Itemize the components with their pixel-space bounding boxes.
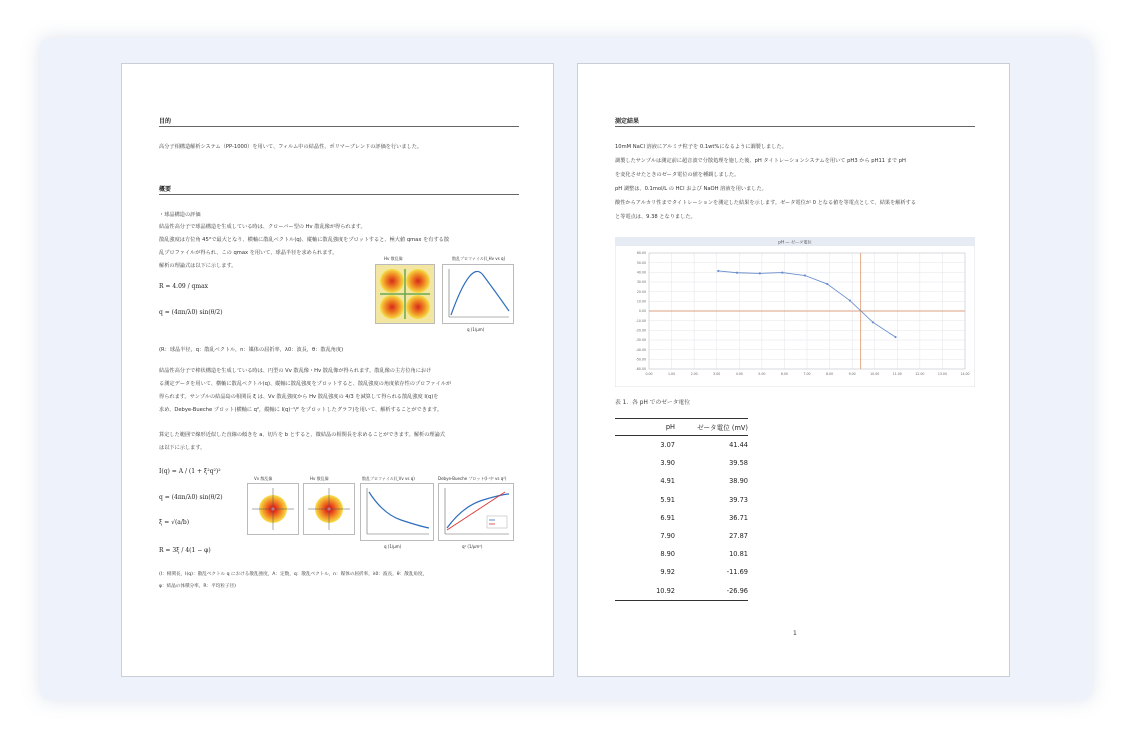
hv-scattering-image bbox=[375, 264, 435, 324]
y-tick-label: -50.00 bbox=[635, 357, 646, 362]
cell-ph: 8.90 bbox=[660, 550, 675, 559]
data-point bbox=[736, 272, 738, 274]
chart-frame bbox=[615, 237, 975, 387]
figure-title: Hv 散乱像 bbox=[384, 256, 403, 261]
data-point bbox=[781, 271, 783, 273]
section-rule bbox=[159, 194, 519, 195]
data-point bbox=[826, 283, 828, 285]
x-tick-label: 5.00 bbox=[758, 372, 766, 376]
cell-ph: 4.91 bbox=[660, 477, 675, 486]
figure-title: 散乱プロファイル(I_Vv vs q) bbox=[362, 476, 415, 481]
cell-ph: 9.92 bbox=[660, 568, 675, 577]
debye-bueche-figure bbox=[438, 483, 514, 541]
body-line: 結晶性高分子で棒状構造を生成している時は、円型の Vv 散乱像・Hv 散乱像が得られます。散乱像の主方位角におけ bbox=[159, 368, 432, 374]
data-point bbox=[804, 274, 806, 276]
figure-title: Vv 散乱像 bbox=[254, 476, 273, 481]
body-line: 結晶性高分子で球晶構造を生成している時は、クローバー型の Hv 散乱像が得られます。 bbox=[159, 224, 366, 230]
table-row bbox=[615, 509, 748, 527]
table-row bbox=[615, 545, 748, 563]
table-row bbox=[615, 436, 748, 455]
x-tick-label: 2.00 bbox=[690, 372, 698, 376]
y-tick-label: 50.00 bbox=[636, 260, 646, 265]
table-row bbox=[615, 472, 748, 490]
x-tick-labels bbox=[645, 372, 969, 376]
cell-zeta: 39.58 bbox=[729, 459, 748, 468]
chart-title: pH — ゼータ電位 bbox=[778, 239, 812, 245]
section-rule bbox=[615, 126, 975, 127]
x-tick-label: 7.00 bbox=[803, 372, 811, 376]
y-tick-label: -40.00 bbox=[635, 347, 646, 352]
cell-ph: 7.90 bbox=[660, 532, 675, 541]
data-point bbox=[894, 336, 896, 338]
y-tick-label: 60.00 bbox=[636, 251, 646, 256]
section-rule bbox=[159, 126, 519, 127]
cell-zeta: -11.69 bbox=[726, 568, 748, 577]
purpose-heading: 目的 bbox=[159, 118, 172, 125]
body-line: 算定した範囲で線形近似した直線の傾きを a、切片を b とすると、微結晶の相関長を求めることができます。解析の理論式 bbox=[159, 432, 445, 438]
table-row bbox=[615, 527, 748, 545]
vv-pattern-graphic bbox=[248, 484, 298, 534]
profile-curve-graphic bbox=[443, 265, 513, 323]
body-line: 散乱強度は方位角 45°で最大となり、横軸に散乱ベクトル(q)、縦軸に散乱強度をプロットすると、極大値 qmax を有する散 bbox=[159, 237, 450, 243]
table-row bbox=[615, 563, 748, 581]
debye-bueche-graphic bbox=[439, 484, 513, 540]
clover-pattern-graphic bbox=[376, 265, 434, 323]
purpose-text: 高分子相構造解析システム（PP-1000）を用いて、フィルム中の結晶性、ポリマーブレンドの評価を行いました。 bbox=[159, 144, 423, 150]
y-tick-label: 30.00 bbox=[636, 280, 646, 285]
equation-q: q = (4πn/λ0) sin(θ/2) bbox=[159, 494, 223, 501]
y-tick-label: 20.00 bbox=[636, 289, 646, 294]
cell-zeta: 41.44 bbox=[729, 441, 748, 450]
cell-zeta: 36.71 bbox=[729, 513, 748, 522]
x-tick-label: 9.00 bbox=[848, 372, 856, 376]
cell-ph: 6.91 bbox=[660, 513, 675, 522]
figure-title: 散乱プロファイル(I_Hv vs q) bbox=[452, 256, 506, 261]
cell-ph: 3.07 bbox=[660, 441, 675, 450]
y-tick-label: 0.00 bbox=[638, 309, 646, 314]
equation-xi: ξ = √(a/b) bbox=[159, 519, 190, 526]
equation-intensity: I(q) = A / (1 + ξ²q²)² bbox=[159, 468, 221, 475]
body-line: 求め、Debye-Bueche プロット(横軸に q²，縦軸に I(q)⁻¹/² をプロットしたグラフ)を用いて、解析することができます。 bbox=[159, 407, 443, 413]
x-tick-label: 13.00 bbox=[937, 372, 947, 376]
document-page-1 bbox=[121, 63, 554, 677]
document-page-2 bbox=[577, 63, 1010, 677]
equation-q: q = (4πn/λ0) sin(θ/2) bbox=[159, 309, 223, 316]
y-tick-label: 10.00 bbox=[636, 299, 646, 304]
column-header-zeta: ゼータ電位 (mV) bbox=[675, 419, 748, 436]
y-tick-label: -30.00 bbox=[635, 338, 646, 343]
figure-title: Hv 散乱像 bbox=[310, 476, 329, 481]
cell-ph: 3.90 bbox=[660, 459, 675, 468]
x-tick-label: 10.00 bbox=[870, 372, 880, 376]
data-point bbox=[717, 270, 719, 272]
page-number: 1 bbox=[793, 630, 797, 637]
body-line: 酸性からアルカリ性までタイトレーションを測定した結果を示します。ゼータ電位が 0 となる値を等電点として、結果を解析する bbox=[615, 200, 917, 206]
legend-line: φ：結晶の体積分率，R：平均粒子径) bbox=[159, 584, 236, 589]
figure-xlabel: q (1/μm) bbox=[384, 544, 402, 549]
y-tick-label: -10.00 bbox=[635, 318, 646, 323]
figure-title: Debye-Bueche プロット(I⁻¹/² vs q²) bbox=[438, 476, 507, 481]
table-row bbox=[615, 454, 748, 472]
hv-scattering-image-2 bbox=[303, 483, 355, 535]
cell-ph: 5.91 bbox=[660, 495, 675, 504]
cell-zeta: 10.81 bbox=[729, 550, 748, 559]
body-line: と等電点は、9.38 となりました。 bbox=[615, 214, 696, 220]
column-header-ph: pH bbox=[615, 419, 675, 436]
legend-line: (I：相関長，I(q)：散乱ベクトル q における散乱強度，A：定数，q：散乱ベクトル，n：媒体の屈折率，λ0：波長，θ：散乱角度， bbox=[159, 572, 428, 577]
cell-zeta: 27.87 bbox=[729, 532, 748, 541]
equation-radius: R = 4.09 / qmax bbox=[159, 283, 209, 290]
vv-profile-figure bbox=[360, 483, 434, 541]
vv-profile-graphic bbox=[361, 484, 433, 540]
vv-scattering-image bbox=[247, 483, 299, 535]
x-tick-label: 11.00 bbox=[892, 372, 902, 376]
body-line: を変化させたときのゼータ電位の値を種観しました。 bbox=[615, 172, 740, 178]
table-row bbox=[615, 491, 748, 509]
cell-zeta: -26.96 bbox=[675, 582, 748, 601]
zeta-potential-chart bbox=[615, 237, 975, 387]
cell-zeta: 39.73 bbox=[729, 495, 748, 504]
figure-xlabel: q² (1/μm²) bbox=[462, 544, 483, 549]
legend-line: (R：球晶半径，q：散乱ベクトル，n：媒体の屈折率，λ0：波長，θ：散乱角度) bbox=[159, 347, 344, 353]
data-point bbox=[849, 299, 851, 301]
body-line: る測定データを用いて、横軸に散乱ベクトル(q)、縦軸に散乱強度をプロットすると、散乱強度の角度依存性のプロファイルが bbox=[159, 381, 452, 387]
data-point bbox=[872, 321, 874, 323]
cell-zeta: 38.90 bbox=[729, 477, 748, 486]
data-point bbox=[759, 272, 761, 274]
overview-heading: 概要 bbox=[159, 186, 172, 193]
x-tick-label: 14.00 bbox=[960, 372, 970, 376]
body-line: 乱プロファイルが得られ、この qmax を用いて、球晶半径を求められます。 bbox=[159, 250, 338, 256]
spherulite-subheading: ・球晶構造の評価 bbox=[159, 212, 201, 218]
body-line: 得られます。サンプルの結晶島の相関長 ξ は、Vv 散乱強度から Hv 散乱強度の 4/3 を減算して得られる散乱強度 I(q)を bbox=[159, 394, 439, 400]
results-heading: 測定結果 bbox=[615, 118, 640, 125]
x-tick-label: 3.00 bbox=[713, 372, 721, 376]
x-tick-label: 1.00 bbox=[668, 372, 676, 376]
scattering-profile-figure bbox=[442, 264, 514, 324]
y-tick-label: -60.00 bbox=[635, 367, 646, 372]
hv-pattern-graphic bbox=[304, 484, 354, 534]
body-line: 解析の理論式は以下に示します。 bbox=[159, 263, 237, 269]
y-tick-label: -20.00 bbox=[635, 328, 646, 333]
zeta-table bbox=[615, 418, 748, 601]
body-line: 10mM NaCl 溶液にアルミナ粒子を 0.1wt%になるように調製しました。 bbox=[615, 144, 787, 150]
figure-xlabel: q (1/μm) bbox=[467, 327, 485, 332]
body-line: 調製したサンプルは測定前に超音波で分散処理を施した後、pH タイトレーションシステムを用いて pH3 から pH11 まで pH bbox=[615, 158, 906, 164]
body-line: pH 調整は、0.1mol/L の HCl および NaOH 溶液を用いました。 bbox=[615, 186, 767, 192]
x-tick-label: 4.00 bbox=[735, 372, 743, 376]
x-tick-label: 12.00 bbox=[915, 372, 925, 376]
equation-radius: R = 3ξ / 4(1 − φ) bbox=[159, 547, 211, 554]
body-line: は以下に示します。 bbox=[159, 445, 206, 451]
x-tick-label: 0.00 bbox=[645, 372, 653, 376]
cell-ph: 10.92 bbox=[615, 582, 675, 601]
table-caption: 表 1．各 pH でのゼータ電位 bbox=[615, 400, 690, 406]
x-tick-label: 6.00 bbox=[780, 372, 788, 376]
y-tick-label: 40.00 bbox=[636, 270, 646, 275]
table-row bbox=[615, 582, 748, 601]
x-tick-label: 8.00 bbox=[826, 372, 834, 376]
